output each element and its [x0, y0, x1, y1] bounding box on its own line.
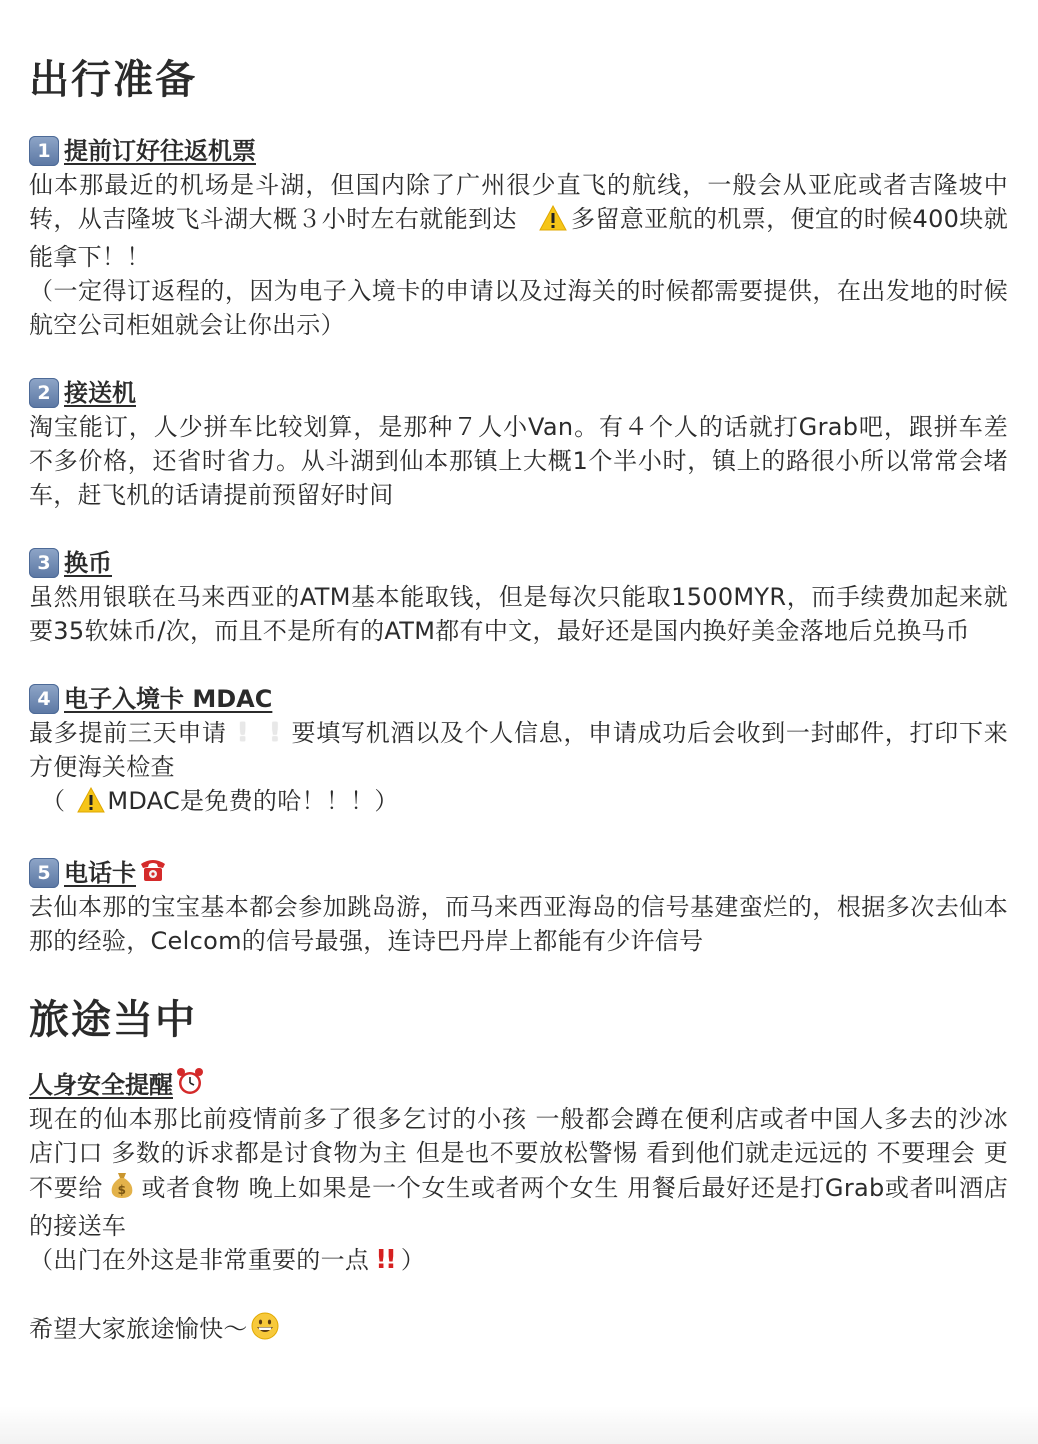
section-title	[29, 1068, 1008, 1102]
keycap-1-icon: 1	[29, 136, 59, 166]
money-bag-icon	[107, 1170, 137, 1209]
section-title	[29, 134, 1008, 168]
double-exclamation-icon: !!	[375, 1245, 395, 1275]
section-title-text: 提前订好往返机票	[64, 137, 256, 165]
bottom-fade	[0, 1406, 1038, 1444]
white-exclamation-icon: !	[268, 718, 282, 748]
keycap-4-icon: 4	[29, 684, 59, 714]
alarm-clock-icon	[175, 1066, 205, 1105]
section-currency	[29, 546, 1008, 648]
body-text: 最多提前三天申请	[29, 719, 227, 747]
body-text: 或者食物 晚上如果是一个女生或者两个女生 用餐后最好还是打Grab或者叫酒店的接送车	[29, 1174, 1008, 1240]
note-text: （出门在外这是非常重要的一点	[29, 1246, 370, 1274]
white-exclamation-icon: !	[236, 718, 249, 748]
section-sim-card	[29, 856, 1008, 958]
body-text: 多留意亚航的机票，便宜的时候400块就能拿下！！	[29, 205, 1008, 271]
section-title-text: 电子入境卡 MDAC	[64, 685, 273, 713]
section-safety	[29, 1068, 1008, 1277]
section-title	[29, 376, 1008, 410]
heading-travel-prep: 出行准备	[29, 57, 197, 103]
closing-text	[29, 1311, 1008, 1350]
section-flights	[29, 134, 1008, 342]
section-body	[29, 1102, 1008, 1243]
section-title-text: 电话卡	[64, 859, 136, 887]
section-title	[29, 546, 1008, 580]
section-note: （一定得订返程的，因为电子入境卡的申请以及过海关的时候都需要提供，在出发地的时候航空公司柜姐就会让你出示）	[29, 277, 1008, 339]
keycap-3-icon: 3	[29, 548, 59, 578]
section-body	[29, 716, 1008, 784]
section-mdac	[29, 682, 1008, 822]
svg-text:$: $	[117, 1183, 127, 1197]
section-body: 虽然用银联在马来西亚的ATM基本能取钱，但是每次只能取1500MYR，而手续费加起来就要35软妹币/次，而且不是所有的ATM都有中文，最好还是国内换好美金落地后兑换马币	[29, 583, 1008, 645]
section-title-text: 人身安全提醒	[29, 1071, 173, 1099]
keycap-2-icon: 2	[29, 378, 59, 408]
section-body: 淘宝能订，人少拼车比较划算，是那种７人小Van。有４个人的话就打Grab吧，跟拼车差不多价格，还省时省力。从斗湖到仙本那镇上大概1个半小时，镇上的路很小所以常常会堵车，赶飞机的话请提前预留好时间	[29, 413, 1008, 509]
keycap-5-icon: 5	[29, 858, 59, 888]
note-text: MDAC是免费的哈！！！）	[107, 787, 399, 815]
warning-icon	[65, 787, 105, 822]
body-text: 仙本那最近的机场是斗湖，但国内除了广州很少直飞的航线，一般会从亚庇或者吉隆坡中转，从吉隆坡飞斗湖大概３小时左右就能到达	[29, 171, 1008, 233]
section-note	[29, 1243, 1008, 1277]
section-body	[29, 168, 1008, 274]
section-body: 去仙本那的宝宝基本都会参加跳岛游，而马来西亚海岛的信号基建蛮烂的，根据多次去仙本那的经验，Celcom的信号最强，连诗巴丹岸上都能有少许信号	[29, 893, 1008, 955]
note-text: ）	[400, 1246, 426, 1274]
note-text: （	[41, 787, 66, 815]
body-text: 要填写机酒以及个人信息，申请成功后会收到一封邮件，打印下来方便海关检查	[29, 719, 1008, 781]
section-title-text: 换币	[64, 549, 112, 577]
heading-during-trip: 旅途当中	[29, 997, 197, 1043]
body-text: 现在的仙本那比前疫情前多了很多乞讨的小孩 一般都会蹲在便利店或者中国人多去的沙冰店门口 多数的诉求都是讨食物为主 但是也不要放松警惕 看到他们就走远远的 不要理会 更不要给	[29, 1105, 1008, 1202]
section-transfer	[29, 376, 1008, 512]
warning-icon	[539, 205, 567, 240]
section-note	[29, 784, 1008, 822]
closing-message: 希望大家旅途愉快～	[29, 1315, 248, 1343]
section-title	[29, 682, 1008, 716]
section-title	[29, 856, 1008, 890]
section-title-text: 接送机	[64, 379, 136, 407]
grinning-face-icon	[250, 1311, 280, 1350]
telephone-icon	[138, 854, 168, 893]
